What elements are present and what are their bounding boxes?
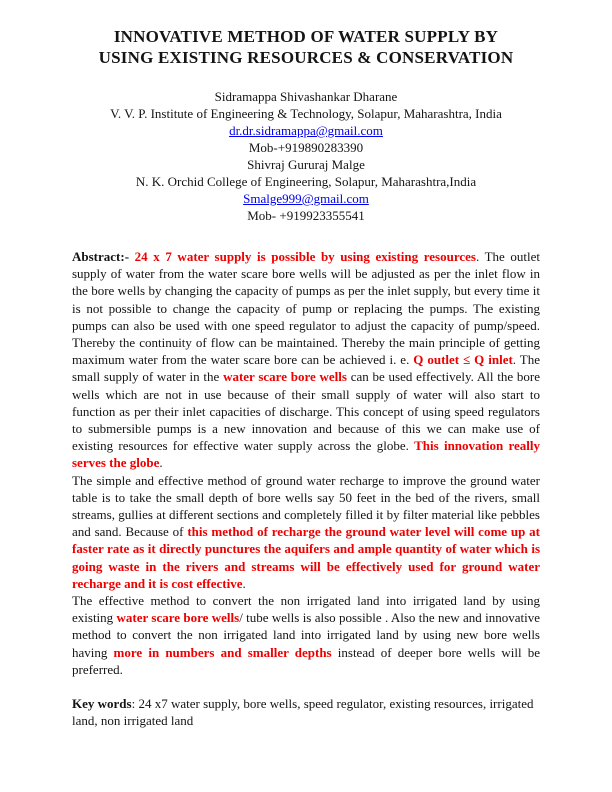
text-run: this method of recharge the ground water level will come up at faster rate as it directly punctures the aquifers and ample quantity of water which is going waste in the rivers and streams will be effectively used for ground water recharge and it is cost effective — [72, 524, 540, 591]
text-run: more in numbers and smaller depths — [113, 644, 332, 660]
paragraph — [72, 695, 540, 729]
text-run: . The small supply of water in the — [72, 352, 540, 385]
text-run: can be used effectively. All the bore wells which are not in use because of their small supply of water will also start to function as per their inlet capacities of discharge. This concept of using speed regulators to submersible pumps is a new innovation and because of this we can make use of existing resources for effective water supply across the globe. — [72, 369, 541, 454]
text-run: Q outlet ≤ Q inlet — [413, 352, 513, 368]
authors-block — [72, 88, 540, 224]
author2-email-link[interactable]: Smalge999@gmail.com — [243, 191, 369, 206]
text-run: / tube wells is also possible . Also the new and innovative method to convert the non irrigated land into irrigated land by using new bore wells having — [72, 610, 540, 660]
author2-mobile: Mob- +919923355541 — [247, 208, 365, 223]
abstract-section — [72, 248, 540, 678]
text-run: The effective method to convert the non irrigated land into irrigated land by using existing — [72, 593, 540, 626]
text-run: . The outlet supply of water from the water scare bore wells will be adjusted as per the inlet flow in the bore wells by changing the capacity of pumps as per the inlet supply, but every time it is not possible to change the capacity of pump or replacing the pumps. The existing pumps can also be used with one speed regulator to adjust the capacity of pump/speed. Thereby the continuity of flow can be maintained. Thereby the main principle of getting maximum water from the water scare bore can be achieved i. e. — [72, 249, 540, 368]
text-run: This innovation really serves the globe — [72, 438, 540, 471]
text-run: . — [242, 575, 246, 591]
author1-email-link[interactable]: dr.dr.sidramappa@gmail.com — [229, 123, 383, 138]
paper-title-line1: INNOVATIVE METHOD OF WATER SUPPLY BY — [113, 27, 499, 46]
paragraph — [72, 248, 540, 472]
text-run: . — [159, 455, 163, 471]
text-run: water scare bore wells — [223, 369, 347, 385]
author2-name: Shivraj Gururaj Malge — [247, 157, 365, 172]
author1-affiliation: V. V. P. Institute of Engineering & Technology, Solapur, Maharashtra, India — [110, 106, 502, 121]
text-run: : 24 x7 water supply, bore wells, speed regulator, existing resources, irrigated land, non irrigated land — [72, 696, 534, 729]
author1-email-row — [72, 122, 540, 139]
author1-mobile: Mob-+919890283390 — [248, 140, 364, 155]
paper-title-line2: USING EXISTING RESOURCES & CONSERVATION — [98, 48, 514, 67]
author1-name: Sidramappa Shivashankar Dharane — [214, 89, 398, 104]
text-run: The simple and effective method of ground water recharge to improve the ground water table is to take the small depth of bore wells say 50 feet in the bed of the rivers, small streams, gullies at different sections and completely filled it by filter material like pebbles and sand. Because of — [72, 472, 540, 540]
author2-affiliation: N. K. Orchid College of Engineering, Solapur, Maharashtra,India — [135, 174, 477, 189]
paper-title — [72, 26, 540, 68]
text-run: Key words — [72, 696, 132, 712]
text-run: Abstract:- — [72, 249, 135, 264]
paragraph — [72, 592, 540, 678]
author2-email-row — [72, 190, 540, 207]
text-run: 24 x 7 water supply is possible by using existing resources — [134, 249, 476, 264]
keywords-section — [72, 695, 540, 729]
paragraph — [72, 472, 540, 592]
text-run: water scare bore wells — [116, 610, 240, 626]
text-run: instead of deeper bore wells will be preferred. — [72, 644, 541, 677]
